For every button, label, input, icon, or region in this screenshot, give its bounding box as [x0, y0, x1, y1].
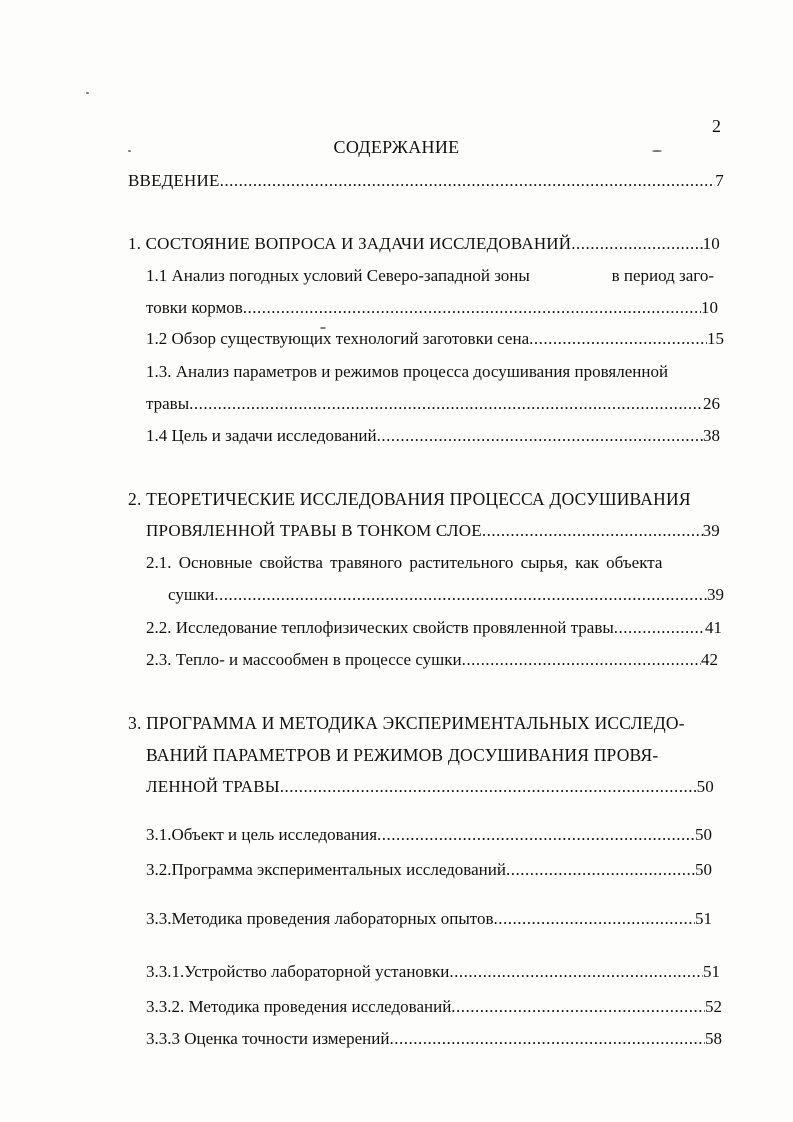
toc-entry-label: 3.3.2. Методика проведения исследований — [146, 997, 452, 1016]
toc-entry-page: 50 — [695, 825, 712, 844]
toc-entry-label: ЛЕННОЙ ТРАВЫ — [146, 777, 280, 796]
toc-entry-label: сушки — [168, 585, 215, 604]
toc-entry-3-1[interactable] — [146, 823, 712, 847]
toc-entry-3-2[interactable] — [146, 858, 712, 882]
toc-entry-1-4[interactable] — [146, 424, 720, 448]
toc-entry-line — [146, 296, 718, 320]
toc-entry-label: 2.1. Основные свойства травяного растительного сырья, как объекта — [146, 553, 663, 572]
dot-leader — [482, 519, 703, 543]
toc-entry-page: 51 — [703, 962, 720, 981]
toc-entry-line — [128, 487, 726, 511]
dot-leader — [462, 648, 701, 672]
toc-entry-label: 2. ТЕОРЕТИЧЕСКИЕ ИССЛЕДОВАНИЯ ПРОЦЕССА ДОСУШИВАНИЯ — [128, 489, 691, 509]
toc-entry-page: 51 — [695, 909, 712, 928]
toc-entry-intro[interactable] — [128, 169, 724, 193]
toc-entry-line — [146, 264, 714, 288]
toc-entry-1-2[interactable] — [146, 327, 724, 351]
dot-leader — [243, 296, 701, 320]
dot-leader — [280, 775, 697, 799]
toc-entry-label: травы — [146, 394, 190, 413]
dot-leader — [377, 823, 695, 847]
toc-entry-line — [146, 551, 726, 575]
toc-entry-label: 2.2. Исследование теплофизических свойств провяленной травы — [146, 618, 614, 637]
toc-entry-page: 39 — [702, 521, 720, 540]
toc-entry-page: 10 — [701, 298, 718, 317]
toc-entry-line — [128, 711, 726, 735]
toc-entry-label: 1.3. Анализ параметров и режимов процесса досушивания провяленной — [146, 362, 669, 381]
toc-entry-label: 1.4 Цель и задачи исследований — [146, 426, 377, 445]
toc-entry-label: товки кормов — [146, 298, 243, 317]
toc-entry-label: 3.2.Программа экспериментальных исследований — [146, 860, 506, 879]
toc-entry-page: 7 — [715, 171, 724, 190]
toc-entry-label: 1.2 Обзор существующих технологий заготовки сена — [146, 329, 530, 348]
dot-leader — [529, 327, 707, 351]
toc-entry-line — [146, 360, 718, 384]
toc-entry-page: 38 — [703, 426, 720, 445]
toc-entry-label: 3.1.Объект и цель исследования — [146, 825, 378, 844]
toc-entry-line — [168, 583, 724, 607]
toc-entry-page: 39 — [707, 585, 724, 604]
scan-speck — [652, 150, 662, 152]
toc-entry-page: 50 — [695, 860, 712, 879]
toc-entry-label: 1.1 Анализ погодных условий Северо-западной зоны — [146, 266, 530, 285]
dot-leader — [506, 858, 695, 882]
dot-leader — [220, 169, 716, 193]
toc-entry-3-3-2[interactable] — [146, 995, 722, 1019]
toc-entry-chapter-1[interactable] — [128, 232, 720, 256]
toc-entry-page: 52 — [705, 997, 722, 1016]
dot-leader — [449, 960, 703, 984]
dot-leader — [571, 232, 702, 256]
toc-entry-page: 41 — [705, 618, 722, 637]
toc-entry-label: 3.3.1.Устройство лабораторной установки — [146, 962, 450, 981]
toc-entry-label: 1. СОСТОЯНИЕ ВОПРОСА И ЗАДАЧИ ИССЛЕДОВАНИЙ — [128, 234, 572, 253]
toc-entry-line — [146, 775, 714, 799]
dot-leader — [377, 424, 703, 448]
toc-entry-3-3-1[interactable] — [146, 960, 720, 984]
page-number: 2 — [712, 116, 721, 136]
toc-entry-2-3[interactable] — [146, 648, 718, 672]
toc-entry-line — [146, 519, 720, 543]
toc-entry-page: 15 — [707, 329, 724, 348]
dot-leader — [494, 907, 695, 931]
toc-entry-3-3[interactable] — [146, 907, 712, 931]
toc-entry-line — [146, 743, 726, 767]
toc-entry-label: ВАНИЙ ПАРАМЕТРОВ И РЕЖИМОВ ДОСУШИВАНИЯ ПРОВЯ- — [146, 745, 659, 765]
dot-leader — [214, 583, 707, 607]
toc-entry-label: 2.3. Тепло- и массообмен в процессе сушки — [146, 650, 462, 669]
page-title: СОДЕРЖАНИЕ — [333, 137, 460, 157]
toc-entry-label: 3.3.Методика проведения лабораторных опытов — [146, 909, 494, 928]
toc-entry-page: 58 — [705, 1029, 722, 1048]
toc-entry-label: ВВЕДЕНИЕ — [128, 171, 220, 190]
toc-entry-3-3-3[interactable] — [146, 1027, 722, 1051]
scan-speck — [128, 150, 131, 152]
toc-entry-page: 26 — [703, 394, 720, 413]
toc-entry-label: 3.3.3 Оценка точности измерений — [146, 1029, 390, 1048]
dot-leader — [614, 616, 705, 640]
toc-entry-page: 50 — [696, 777, 714, 796]
scan-speck — [86, 92, 89, 94]
toc-entry-2-2[interactable] — [146, 616, 722, 640]
toc-entry-line — [146, 392, 720, 416]
toc-entry-page: 42 — [701, 650, 718, 669]
dot-leader — [451, 995, 705, 1019]
dot-leader — [189, 392, 703, 416]
toc-entry-label: 3. ПРОГРАММА И МЕТОДИКА ЭКСПЕРИМЕНТАЛЬНЫХ ИССЛЕДО- — [128, 713, 685, 733]
toc-entry-page: 10 — [702, 234, 720, 253]
scan-speck — [320, 327, 326, 329]
toc-entry-label-continued: в период заго- — [611, 266, 714, 285]
dot-leader — [389, 1027, 705, 1051]
toc-entry-label: ПРОВЯЛЕННОЙ ТРАВЫ В ТОНКОМ СЛОЕ — [146, 521, 482, 540]
